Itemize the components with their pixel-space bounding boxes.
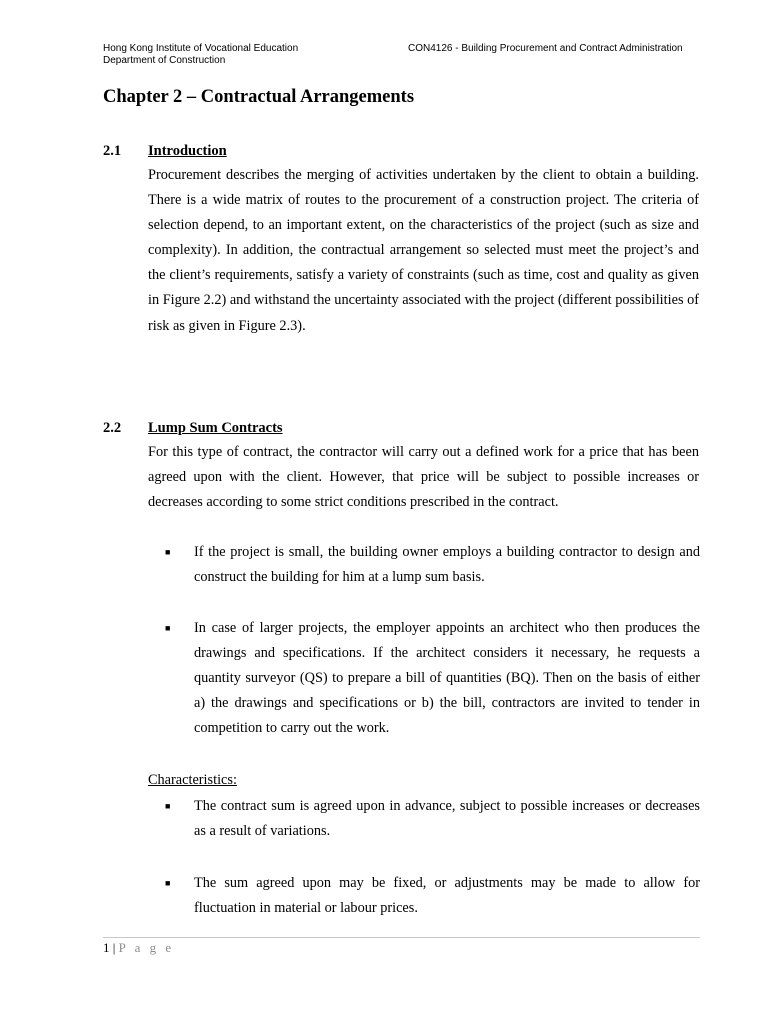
- header-department: Department of Construction: [103, 55, 226, 66]
- header-course: CON4126 - Building Procurement and Contract Administration: [408, 43, 683, 54]
- section-number-2-1: 2.1: [103, 143, 122, 159]
- section-title-introduction: Introduction: [148, 143, 227, 159]
- page-header-left: [103, 43, 298, 67]
- bullet-icon: ■: [165, 801, 171, 811]
- section-number-2-2: 2.2: [103, 420, 122, 436]
- page-word: P a g e: [118, 940, 175, 955]
- page-footer: [103, 940, 174, 956]
- footer-divider: [103, 937, 700, 938]
- page-number: 1: [103, 940, 110, 955]
- section-title-lump-sum-contracts: Lump Sum Contracts: [148, 420, 283, 436]
- list-item: The contract sum is agreed upon in advance, subject to possible increases or decreases as a result of variations.: [194, 798, 700, 840]
- list-item: The sum agreed upon may be fixed, or adjustments may be made to allow for fluctuation in material or labour prices.: [194, 875, 700, 917]
- bullet-icon: ■: [165, 878, 171, 888]
- list-item: In case of larger projects, the employer appoints an architect who then produces the drawings and specifications. If the architect considers it necessary, he requests a quantity surveyor (QS) to prepare a bill of quantities (BQ). Then on the basis of either a) the drawings and specifications or b) the bill, contractors are invited to tender in competition to carry out the work.: [194, 620, 700, 737]
- chapter-title: Chapter 2 – Contractual Arrangements: [103, 87, 415, 107]
- bullet-icon: ■: [165, 623, 171, 633]
- lump-sum-paragraph: For this type of contract, the contractor will carry out a defined work for a price that has been agreed upon with the client. However, that price will be subject to possible increases or decreases according to some strict conditions prescribed in the contract.: [148, 444, 699, 511]
- introduction-paragraph: Procurement describes the merging of activities undertaken by the client to obtain a building. There is a wide matrix of routes to the procurement of a construction project. The criteria of selection depend, to an important extent, on the characteristics of the project (such as size and complexity). In addition, the contractual arrangement so selected must meet the project’s and the client’s requirements, satisfy a variety of constraints (such as time, cost and quality as given in Figure 2.2) and withstand the uncertainty associated with the project (different possibilities of risk as given in Figure 2.3).: [148, 167, 699, 334]
- header-institute: Hong Kong Institute of Vocational Education: [103, 43, 299, 54]
- bullet-icon: ■: [165, 547, 171, 557]
- page-separator: |: [112, 940, 116, 955]
- list-item: If the project is small, the building owner employs a building contractor to design and construct the building for him at a lump sum basis.: [194, 544, 700, 586]
- characteristics-heading: Characteristics:: [148, 772, 237, 788]
